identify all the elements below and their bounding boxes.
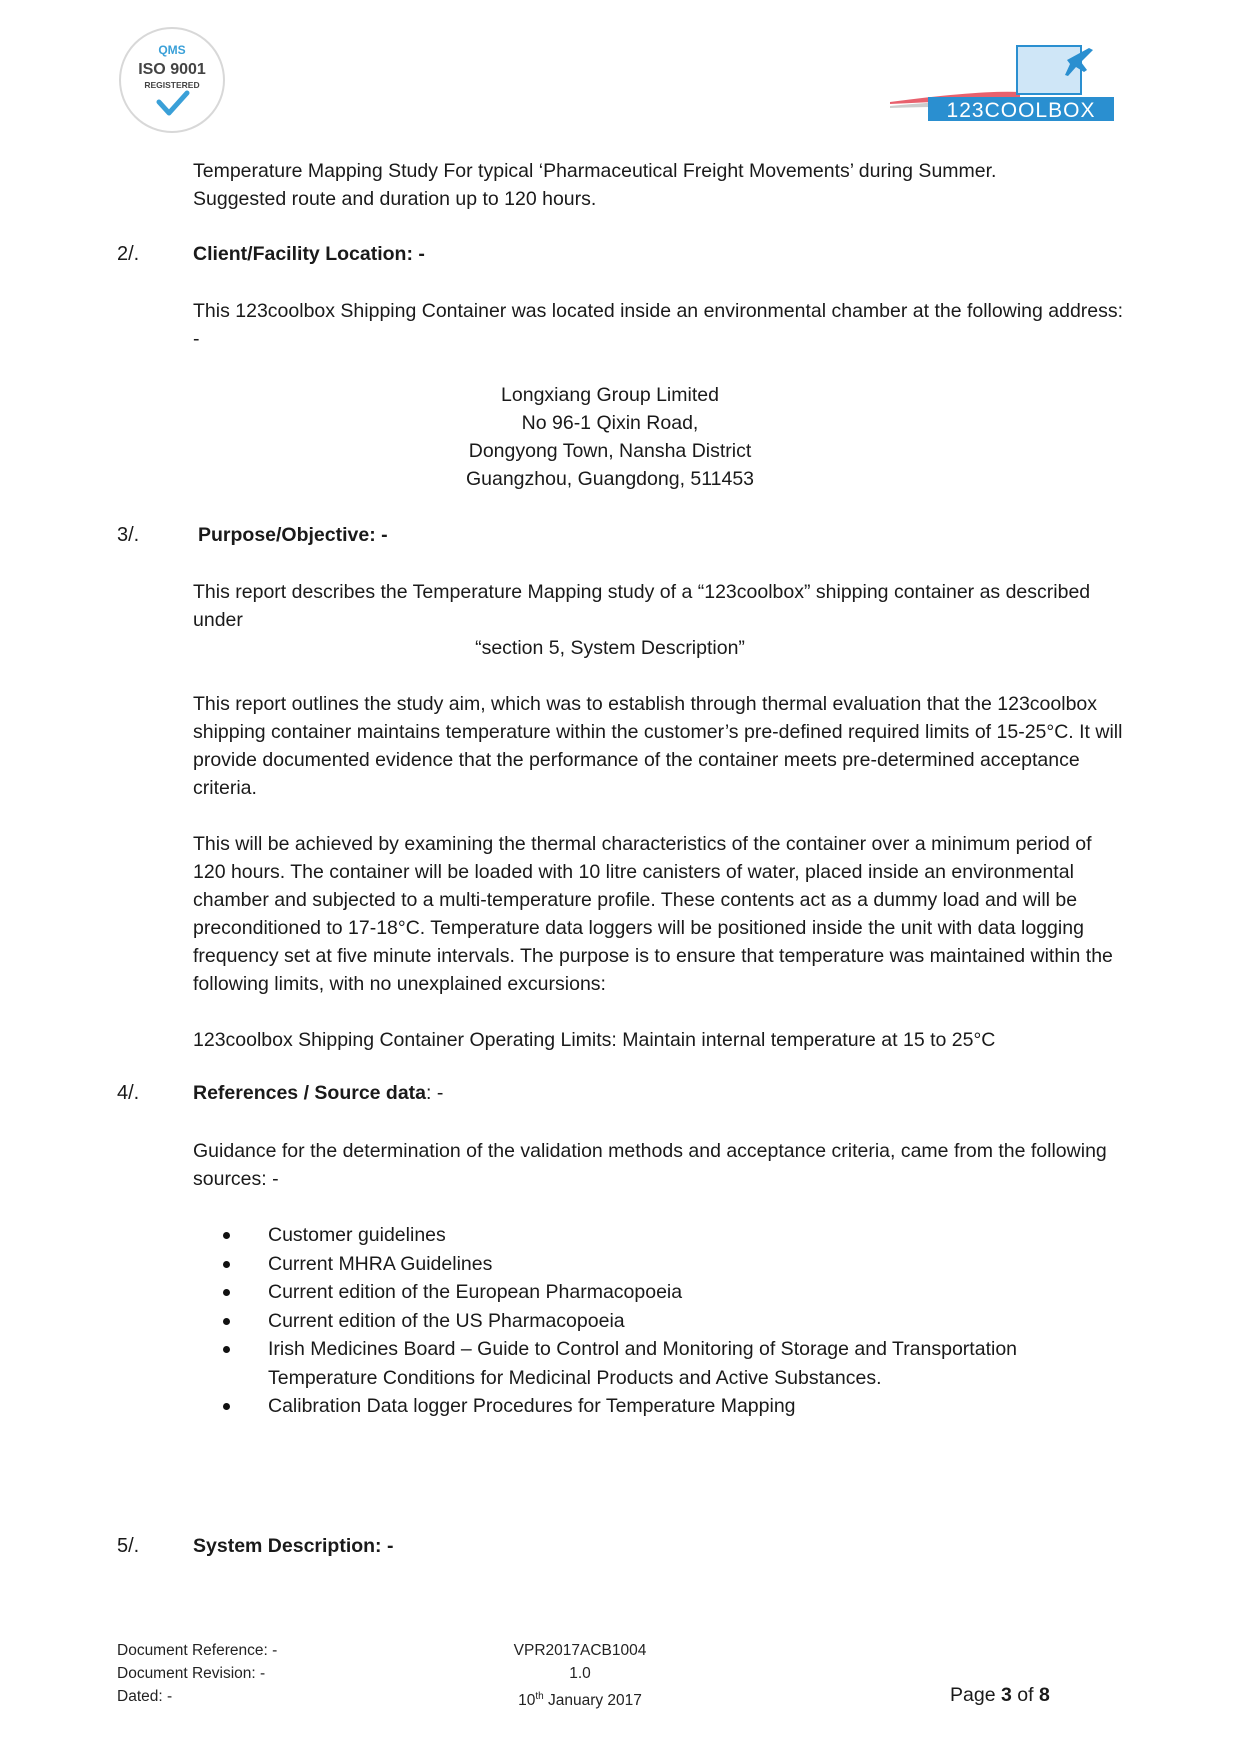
badge-circle-icon [117,25,227,135]
address-line-3: Dongyong Town, Nansha District [468,440,752,462]
page-prefix: Page [950,1684,1001,1706]
section-4-heading [193,1082,443,1105]
section-4-heading-suffix: : - [426,1082,444,1104]
address-line-2: No 96-1 Qixin Road, [521,412,699,434]
section-3-reference: “section 5, System Description” [475,637,745,659]
section-3-heading: Purpose/Objective: - [198,524,388,546]
footer-date-day: 10 [518,1692,536,1710]
intro-block [193,157,1153,213]
page-mid: of [1011,1684,1039,1706]
address-line-1: Longxiang Group Limited [501,384,719,406]
section-3-paragraph-1: This report describes the Temperature Mapping study of a “123coolbox” shipping container as described under [193,581,1091,631]
list-item [193,1250,1093,1279]
footer-rev-value: 1.0 [569,1665,591,1682]
section-3-paragraph-2: This report outlines the study aim, which was to establish through thermal evaluation that the 123coolbox shipping container maintains temperature within the customer’s pre-defined required limits of 15-25°C. It will provide documented evidence that the performance of the container meets pre-determined acceptance criteria. [193,693,1123,799]
section-4-paragraph: Guidance for the determination of the validation methods and acceptance criteria, came from the following sources: - [193,1140,1107,1190]
bullet-icon [223,1289,230,1296]
list-item [193,1221,1093,1250]
footer-ref-label: Document Reference: - [117,1642,278,1659]
section-2-heading: Client/Facility Location: - [193,243,425,265]
logo-text: 123COOLBOX [946,99,1096,122]
badge-line2: ISO 9001 [138,61,206,78]
intro-line-1: Temperature Mapping Study For typical ‘Pharmaceutical Freight Movements’ during Summer. [193,160,997,182]
intro-line-2: Suggested route and duration up to 120 hours. [193,188,597,210]
qms-iso-badge [117,25,227,135]
section-5-number: 5/. [117,1535,140,1557]
bullet-icon [223,1232,230,1239]
facility-address [400,381,820,493]
list-item [193,1335,1093,1392]
section-5-heading: System Description: - [193,1535,394,1557]
bullet-icon [223,1318,230,1325]
references-list [193,1221,1093,1421]
address-line-4: Guangzhou, Guangdong, 511453 [465,468,755,490]
list-item-text: Current MHRA Guidelines [268,1252,493,1275]
list-item-text: Customer guidelines [268,1224,446,1246]
footer-labels [117,1639,277,1708]
footer-rev-label: Document Revision: - [117,1665,266,1682]
footer-date-rest: January 2017 [543,1692,642,1710]
footer-date-label: Dated: - [117,1688,173,1705]
list-item [193,1307,1093,1336]
section-3-number: 3/. [117,524,140,546]
bullet-icon [223,1346,230,1353]
badge-line3: REGISTERED [144,80,200,90]
footer-date-suffix: th [535,1691,544,1702]
list-item [193,1392,1093,1421]
footer-values [480,1639,680,1712]
badge-line1: QMS [158,43,186,57]
section-4-number: 4/. [117,1082,140,1104]
section-2-number: 2/. [117,243,140,265]
section-2-paragraph: This 123coolbox Shipping Container was located inside an environmental chamber at the following address: - [193,300,1124,350]
footer-ref-value: VPR2017ACB1004 [513,1642,647,1659]
list-item-text: Calibration Data logger Procedures for Temperature Mapping [268,1395,796,1417]
bullet-icon [223,1261,230,1268]
list-item [193,1278,1093,1307]
page-total: 8 [1038,1684,1050,1706]
section-3-operating-limits: 123coolbox Shipping Container Operating Limits: Maintain internal temperature at 15 to 25°C [193,1029,996,1051]
page-current: 3 [1000,1684,1012,1706]
section-3-paragraph-3: This will be achieved by examining the thermal characteristics of the container over a minimum period of 120 hours. The container will be loaded with 10 litre canisters of water, placed inside an environmental chamber and subjected to a multi-temperature profile. These contents act as a dummy load and will be preconditioned to 17-18°C. Temperature data loggers will be positioned inside the unit with data logging frequency set at five minute intervals. The purpose is to ensure that temperature was maintained within the following limits, with no unexplained excursions: [193,833,1113,995]
list-item-text: Irish Medicines Board – Guide to Control and Monitoring of Storage and Transportation Temperature Conditions for Medicinal Products and Active Substances. [268,1338,1018,1389]
footer-date-value [480,1685,680,1712]
section-4-heading-bold: References / Source data [193,1082,427,1104]
page-indicator [950,1684,1050,1707]
list-item-text: Current edition of the European Pharmacopoeia [268,1281,683,1303]
list-item-text: Current edition of the US Pharmacopoeia [268,1309,625,1332]
company-logo [860,40,1122,136]
bullet-icon [223,1403,230,1410]
